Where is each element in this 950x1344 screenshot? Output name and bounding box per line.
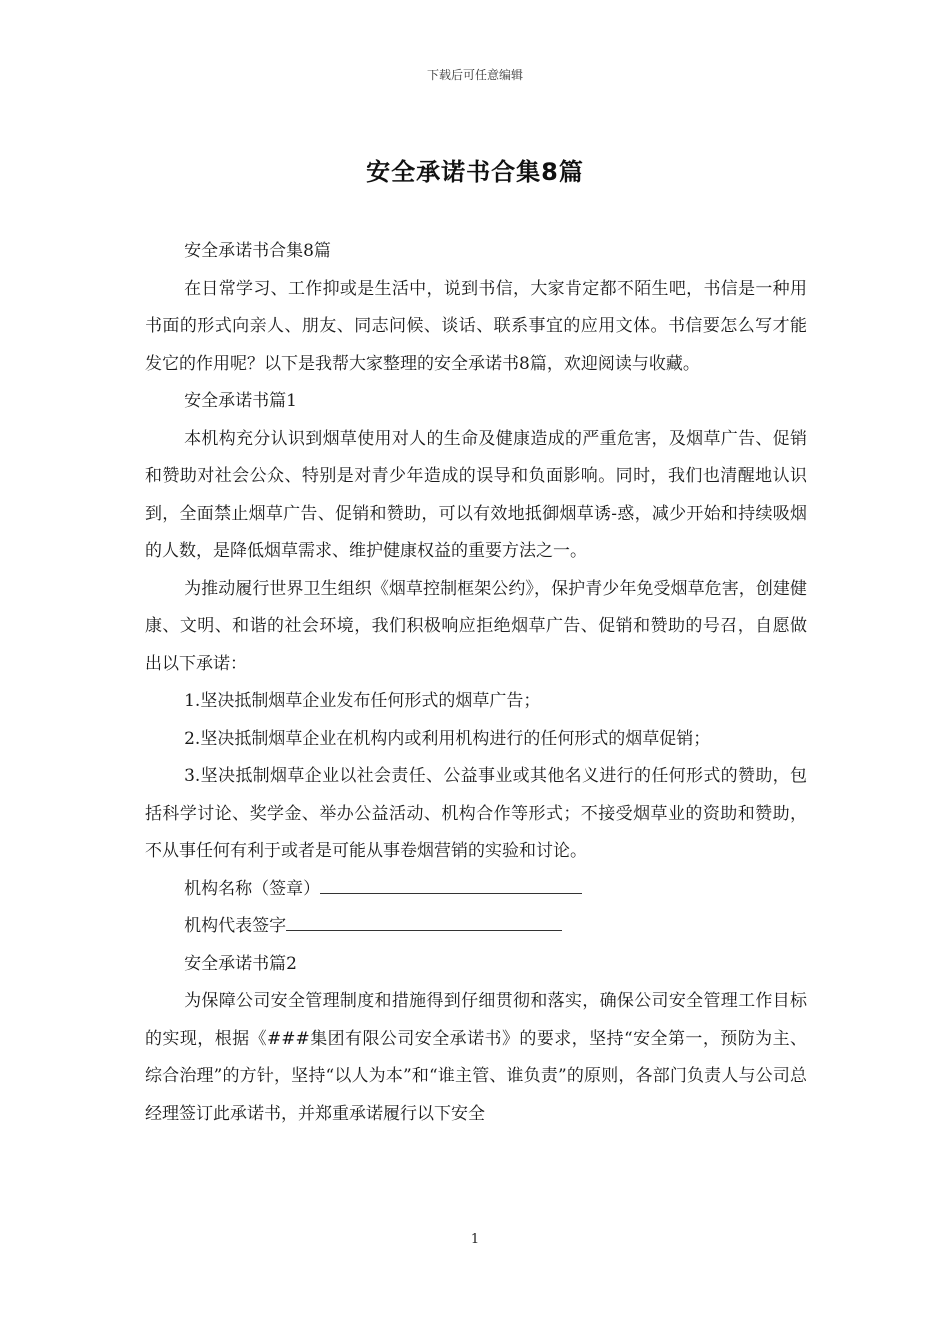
page-header: 下载后可任意编辑	[426, 68, 523, 82]
signature-rep-label: 机构代表签字	[184, 916, 287, 936]
signature-org-label: 机构名称（签章）	[184, 878, 321, 899]
signature-line-rep	[145, 908, 807, 946]
list-item: 1.坚决抵制烟草企业发布任何形式的烟草广告；	[184, 691, 541, 711]
paragraph: 为保障公司安全管理制度和措施得到仔细贯彻和落实，确保公司安全管理工作目标的实现，根据《###集团有限公司安全承诺书》的要求，坚持“安全第一，预防为主、综合治理”的方针，坚持“以人为本”和“谁主管、谁负责”的原则，各部门负责人与公司总经理签订此承诺书，并郑重承诺履行以下安全	[145, 991, 807, 1124]
document-body	[145, 233, 807, 1133]
list-item: 2.坚决抵制烟草企业在机构内或利用机构进行的任何形式的烟草促销；	[184, 728, 711, 749]
list-item: 3.坚决抵制烟草企业以社会责任、公益事业或其他名义进行的任何形式的赞助，包括科学讨论、奖学金、举办公益活动、机构合作等形式；不接受烟草业的资助和赞助，不从事任何有利于或者是可能从事卷烟营销的实验和讨论。	[145, 766, 807, 861]
document-title: 安全承诺书合集8篇	[366, 158, 584, 186]
paragraph: 在日常学习、工作抑或是生活中，说到书信，大家肯定都不陌生吧，书信是一种用书面的形式向亲人、朋友、同志问候、谈话、联系事宜的应用文体。书信要怎么写才能发它的作用呢？以下是我帮大家整理的安全承诺书8篇，欢迎阅读与收藏。	[145, 278, 807, 374]
page-number: 1	[470, 1232, 480, 1247]
signature-blank	[320, 871, 582, 894]
signature-blank	[286, 908, 562, 931]
paragraph: 为推动履行世界卫生组织《烟草控制框架公约》，保护青少年免受烟草危害，创建健康、文明、和谐的社会环境，我们积极响应拒绝烟草广告、促销和赞助的号召，自愿做出以下承诺：	[145, 578, 807, 674]
section-heading: 安全承诺书篇2	[184, 953, 297, 974]
section-heading: 安全承诺书篇1	[184, 391, 297, 411]
paragraph: 本机构充分认识到烟草使用对人的生命及健康造成的严重危害，及烟草广告、促销和赞助对社会公众、特别是对青少年造成的误导和负面影响。同时，我们也清醒地认识到，全面禁止烟草广告、促销和赞助，可以有效地抵御烟草诱-惑，减少开始和持续吸烟的人数，是降低烟草需求、维护健康权益的重要方法之一。	[145, 428, 807, 561]
paragraph: 安全承诺书合集8篇	[184, 241, 331, 261]
signature-line-org	[145, 871, 807, 909]
